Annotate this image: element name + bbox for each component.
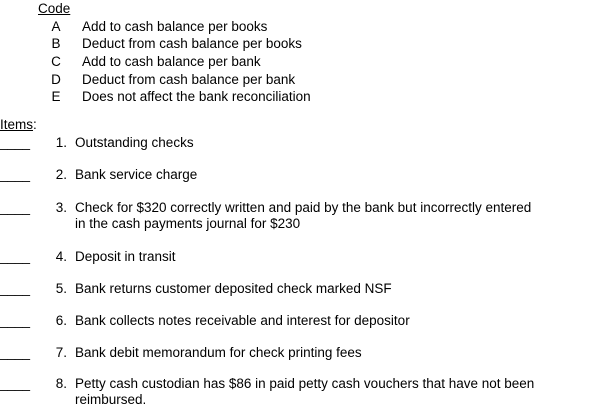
code-letter-e: E xyxy=(51,89,61,104)
item-number: 3. xyxy=(55,200,67,215)
code-heading: Code xyxy=(38,1,71,16)
item-text: Deposit in transit xyxy=(75,249,176,264)
item-text-continued: reimbursed. xyxy=(75,392,147,407)
code-letter-c: C xyxy=(51,54,61,69)
answer-blank[interactable]: ____ xyxy=(0,200,31,215)
item-number: 2. xyxy=(55,167,67,182)
items-heading-label: Items xyxy=(0,117,34,132)
answer-blank[interactable]: ____ xyxy=(0,135,31,150)
item-text: Bank debit memorandum for check printing fees xyxy=(75,345,362,360)
code-text-d: Deduct from cash balance per bank xyxy=(82,72,296,87)
item-text: Bank returns customer deposited check marked NSF xyxy=(75,281,392,296)
item-text: Outstanding checks xyxy=(75,135,194,150)
item-number: 7. xyxy=(55,345,67,360)
code-letter-a: A xyxy=(51,19,61,34)
code-text-b: Deduct from cash balance per books xyxy=(82,36,302,51)
code-text-c: Add to cash balance per bank xyxy=(82,54,261,69)
answer-blank[interactable]: ____ xyxy=(0,167,31,182)
code-text-e: Does not affect the bank reconciliation xyxy=(82,89,311,104)
item-number: 1. xyxy=(55,135,67,150)
answer-blank[interactable]: ____ xyxy=(0,281,31,296)
answer-blank[interactable]: ____ xyxy=(0,313,31,328)
answer-blank[interactable]: ____ xyxy=(0,249,31,264)
items-heading xyxy=(0,117,37,133)
item-number: 6. xyxy=(55,313,67,328)
item-number: 8. xyxy=(55,376,67,391)
item-text: Bank collects notes receivable and interest for depositor xyxy=(75,313,410,328)
answer-blank[interactable]: ____ xyxy=(0,345,31,360)
items-heading-colon: : xyxy=(33,117,37,132)
item-text: Bank service charge xyxy=(75,167,198,182)
item-number: 5. xyxy=(55,281,67,296)
item-text: Check for $320 correctly written and paid by the bank but incorrectly entered xyxy=(75,200,532,215)
code-text-a: Add to cash balance per books xyxy=(82,19,268,34)
code-letter-b: B xyxy=(51,36,61,51)
answer-blank[interactable]: ____ xyxy=(0,376,31,391)
item-number: 4. xyxy=(55,249,67,264)
item-text: Petty cash custodian has $86 in paid petty cash vouchers that have not been xyxy=(75,376,535,391)
code-letter-d: D xyxy=(51,72,61,87)
item-text-continued: in the cash payments journal for $230 xyxy=(75,216,301,231)
